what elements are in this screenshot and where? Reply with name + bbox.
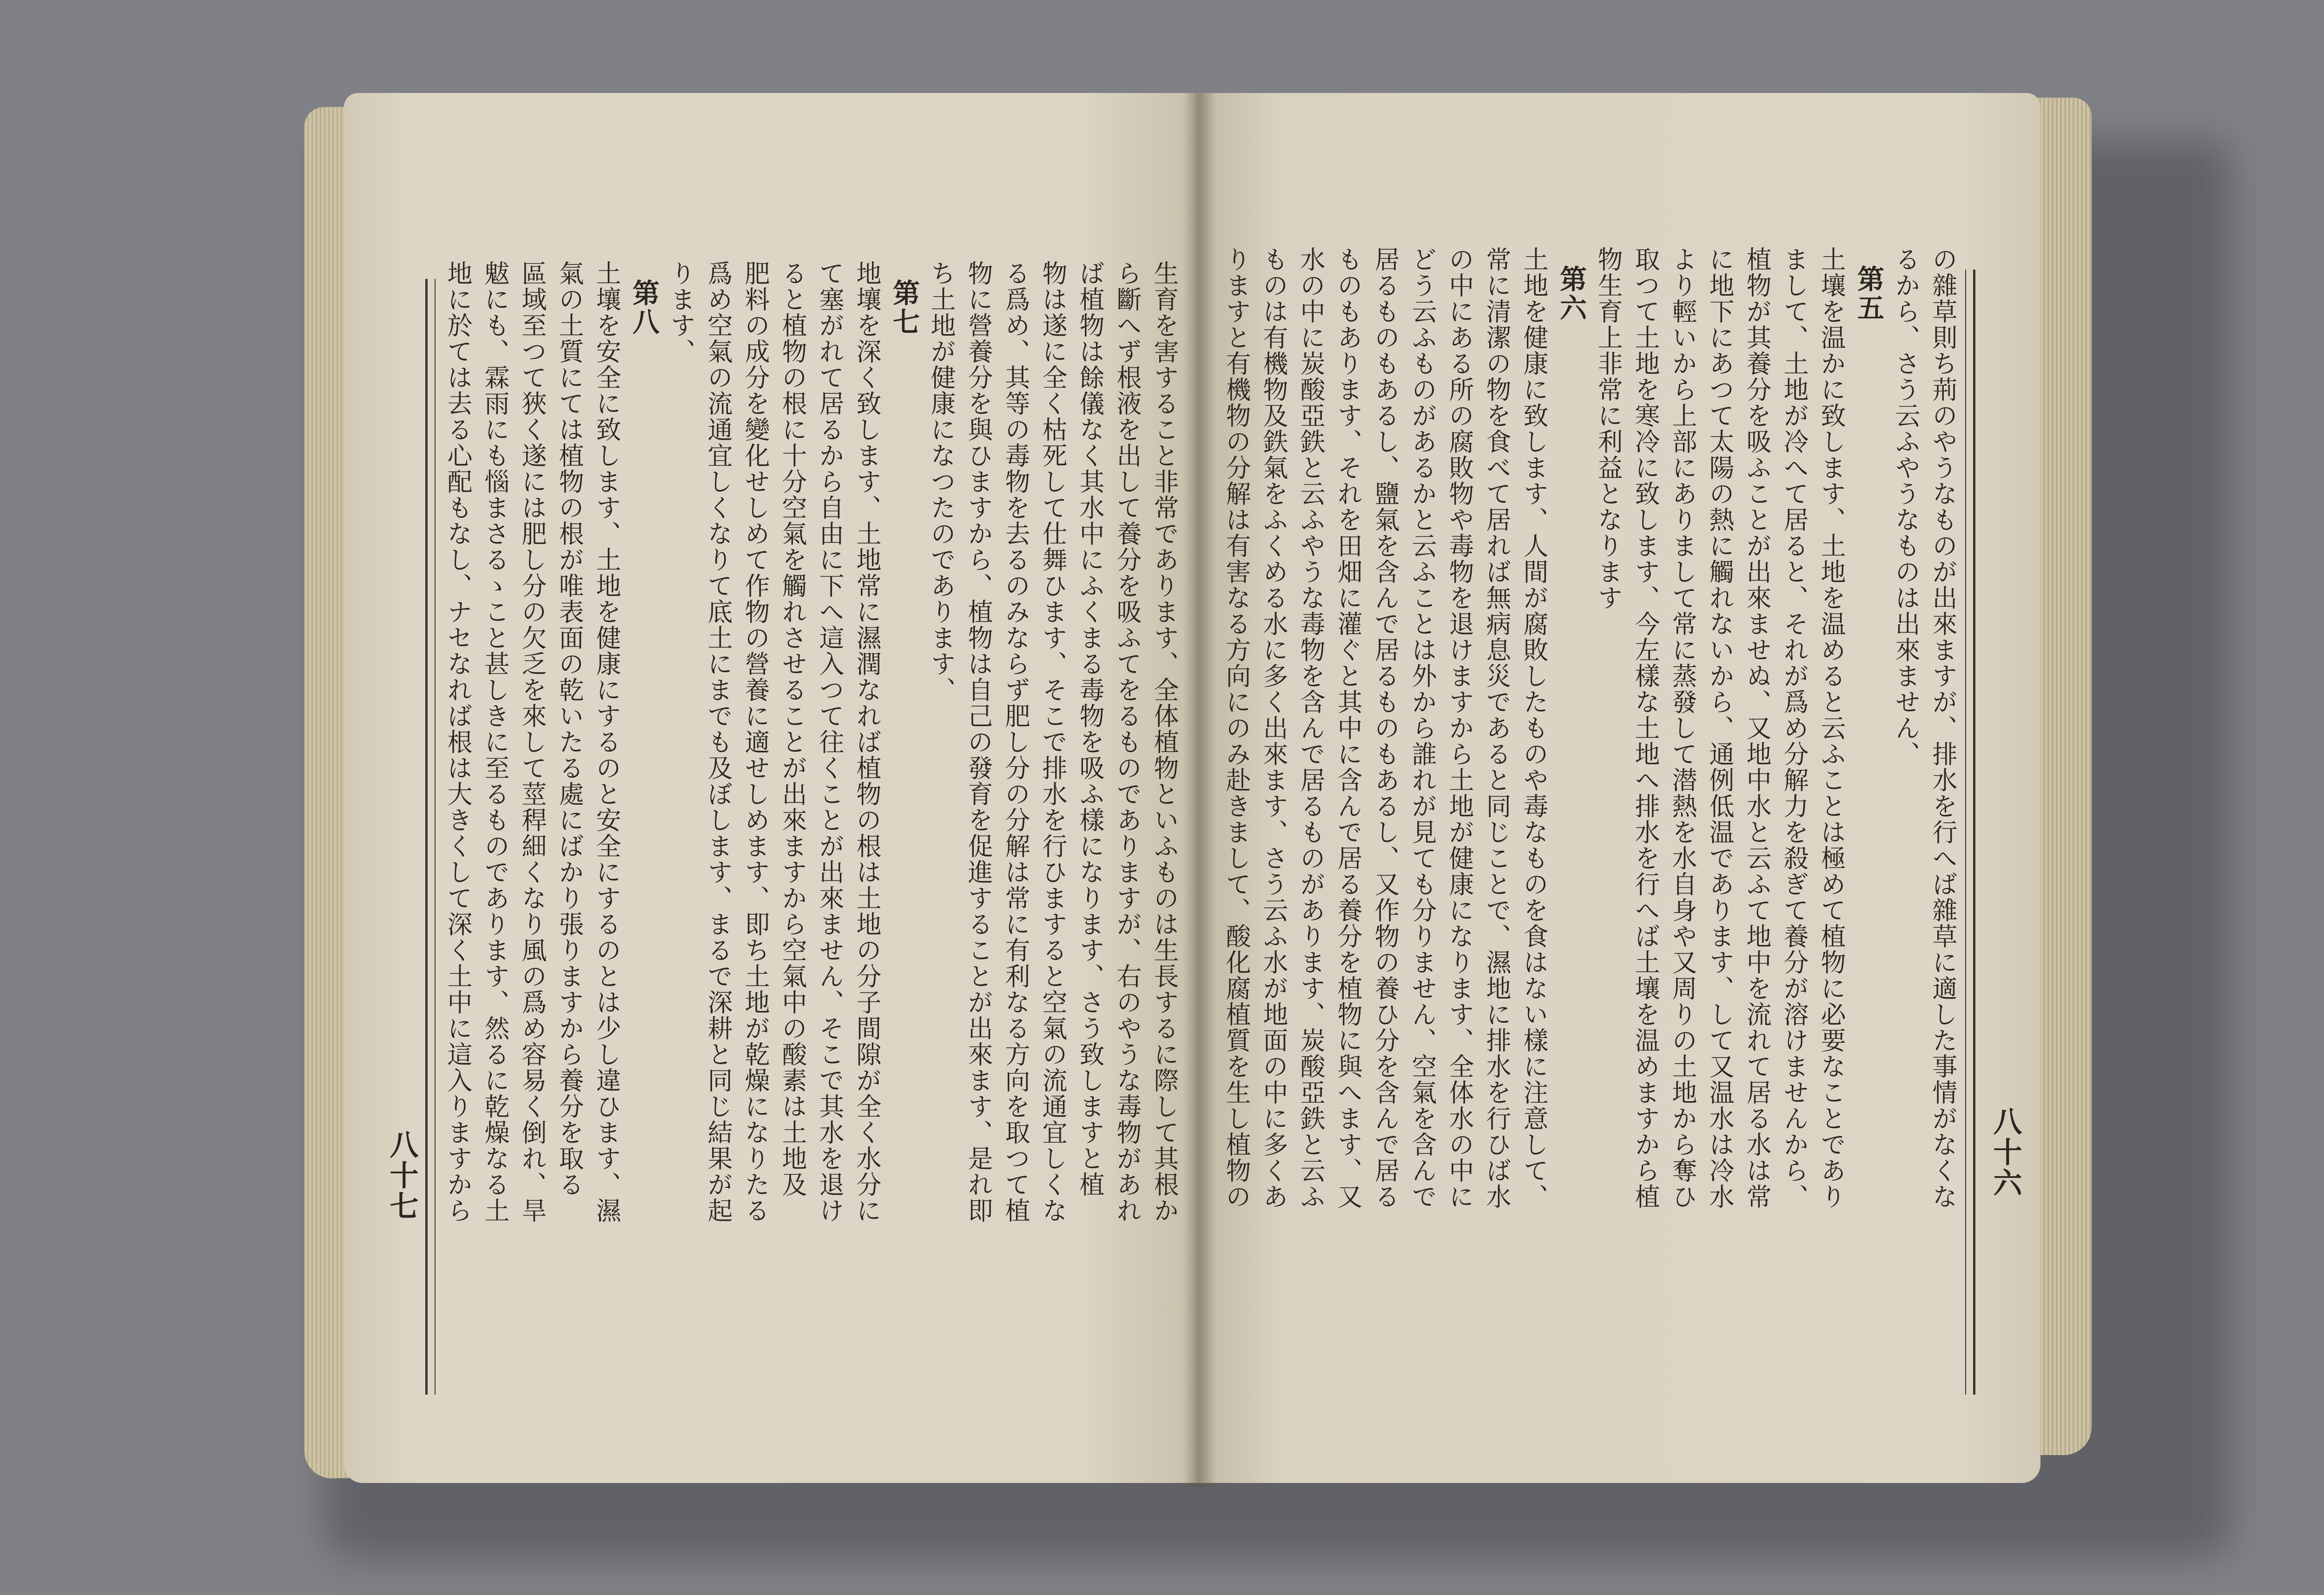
right-column-20: りますと有機物の分解は有害なる方向にのみ赴きまして、酸化腐植質を生し植物の	[1222, 246, 1251, 1210]
right-column-12: 土地を健康に致します、人間が腐敗したものや毒なものを食はない樣に注意して、	[1519, 246, 1549, 1210]
right-column-15: どう云ふものがあるかと云ふことは外から誰れが見ても分りません、空氣を含んで	[1408, 246, 1437, 1210]
left-column-20: 地に於ては去る心配もなし、ナセなれば根は大きくして深く土中に這入りますから	[443, 260, 473, 1224]
left-column-9: 地壤を深く致します、土地常に濕潤なれば植物の根は土地の分子間隙が全く水分に	[852, 260, 882, 1224]
left-column-16: 土壤を安全に致します、土地を健康にするのと安全にするのとは少し違ひます、濕	[592, 260, 621, 1224]
right-column-14: の中にある所の腐敗物や毒物を退けますから土地が健康になります、全体水の中に	[1445, 246, 1474, 1210]
right-frame-rule-inner	[1965, 270, 1966, 1395]
left-column-2: ら斷へず根液を出して養分を吸ふてをるものでありますが、右のやうな毒物があれ	[1113, 260, 1142, 1224]
book-gutter	[1183, 93, 1215, 1488]
right-column-1: の雜草則ち荊のやうなものが出來ますが、排水を行へば雜草に適した事情がなくな	[1928, 246, 1958, 1210]
left-column-10: て塞がれて居るから自由に下へ這入つて往くことが出來ません、そこで其水を退け	[815, 260, 845, 1224]
right-column-16: 居るものもあるし、鹽氣を含んで居るものもあるし、又作物の養ひ分を含んで居る	[1371, 246, 1400, 1210]
left-column-7: ち土地が健康になつたのであります、	[927, 260, 956, 703]
left-column-1: 生育を害すること非常であります、全体植物といふものは生長するに際して其根か	[1150, 260, 1179, 1224]
right-column-5: まして、土地が冷へて居ると、それが爲め分解力を殺ぎて養分が溶けませんから、	[1780, 246, 1809, 1210]
left-page-number: 八十七	[385, 1130, 419, 1222]
left-column-14: ります、	[667, 260, 696, 364]
right-column-10: 物生育上非常に利益となります	[1594, 246, 1623, 611]
right-column-9: 取つて土地を寒冷に致します、今左樣な土地へ排水を行へば土壤を温めますから植	[1631, 246, 1660, 1210]
right-column-13: 常に清潔の物を食べて居れば無病息災であると同じことで、濕地に排水を行ひば水	[1482, 246, 1512, 1210]
left-heading-8: 第七	[888, 279, 920, 337]
left-page-text	[439, 260, 1183, 1385]
right-page-text	[1218, 246, 1961, 1371]
left-column-13: 爲め空氣の流通宜しくなりて底土にまでも及ぼします、まるで深耕と同じ結果が起	[704, 260, 733, 1224]
right-column-2: るから、さう云ふやうなものは出來ません、	[1891, 246, 1921, 767]
right-column-19: ものは有機物及鉄氣をふくめる水に多く出來ます、さう云ふ水が地面の中に多くあ	[1259, 246, 1288, 1210]
right-frame-rule-outer	[1973, 270, 1975, 1395]
right-heading-3: 第五	[1853, 265, 1884, 323]
right-column-6: 植物が其養分を吸ふことが出來ませぬ、又地中水と云ふて地中を流れて居る水は常	[1743, 246, 1772, 1210]
left-frame-rule-inner	[435, 279, 436, 1395]
right-column-8: より輕いから上部にありまして常に蒸發して潜熱を水自身や又周りの土地から奪ひ	[1668, 246, 1697, 1210]
left-column-4: 物は遂に全く枯死して仕舞ひます、そこで排水を行ひますると空氣の流通宜しくな	[1038, 260, 1068, 1224]
left-column-5: る爲め、其等の毒物を去るのみならず肥し分の分解は常に有利なる方向を取つて植	[1001, 260, 1030, 1224]
left-column-6: 物に營養分を與ひますから、植物は自己の發育を促進することが出來ます、是れ即	[964, 260, 993, 1224]
left-frame-rule-outer	[425, 279, 428, 1395]
left-heading-15: 第八	[628, 279, 660, 337]
left-column-12: 肥料の成分を變化せしめて作物の營養に適せしめます、即ち土地が乾燥になりたる	[741, 260, 770, 1224]
right-column-17: ものもあります、それを田畑に灌ぐと其中に含んで居る養分を植物に與へます、又	[1334, 246, 1363, 1210]
left-column-19: 魃にも、霖雨にも惱まさるゝこと甚しきに至るものであります、然るに乾燥なる土	[481, 260, 510, 1224]
left-column-18: 區域至つて狹く遂には肥し分の欠乏を來して莖稈細くなり風の爲め容易く倒れ、旱	[518, 260, 547, 1224]
left-column-17: 氣の土質にては植物の根が唯表面の乾いたる處にばかり張りますから養分を取る	[555, 260, 584, 1198]
right-heading-11: 第六	[1555, 265, 1587, 323]
left-column-11: ると植物の根に十分空氣を觸れさせることが出來ますから空氣中の酸素は土地及	[778, 260, 807, 1198]
right-column-4: 土壤を温かに致します、土地を温めると云ふことは極めて植物に必要なことであり	[1817, 246, 1846, 1210]
right-page-number: 八十六	[1988, 1106, 2022, 1198]
left-column-3: ば植物は餘儀なく其水中にふくまる毒物を吸ふ樣になります、さう致しますと植	[1076, 260, 1105, 1198]
right-column-7: に地下にあつて太陽の熱に觸れないから、通例低温であります、して又温水は冷水	[1705, 246, 1735, 1210]
right-column-18: 水の中に炭酸亞鉄と云ふやうな毒物を含んで居るものがあります、炭酸亞鉄と云ふ	[1296, 246, 1326, 1210]
